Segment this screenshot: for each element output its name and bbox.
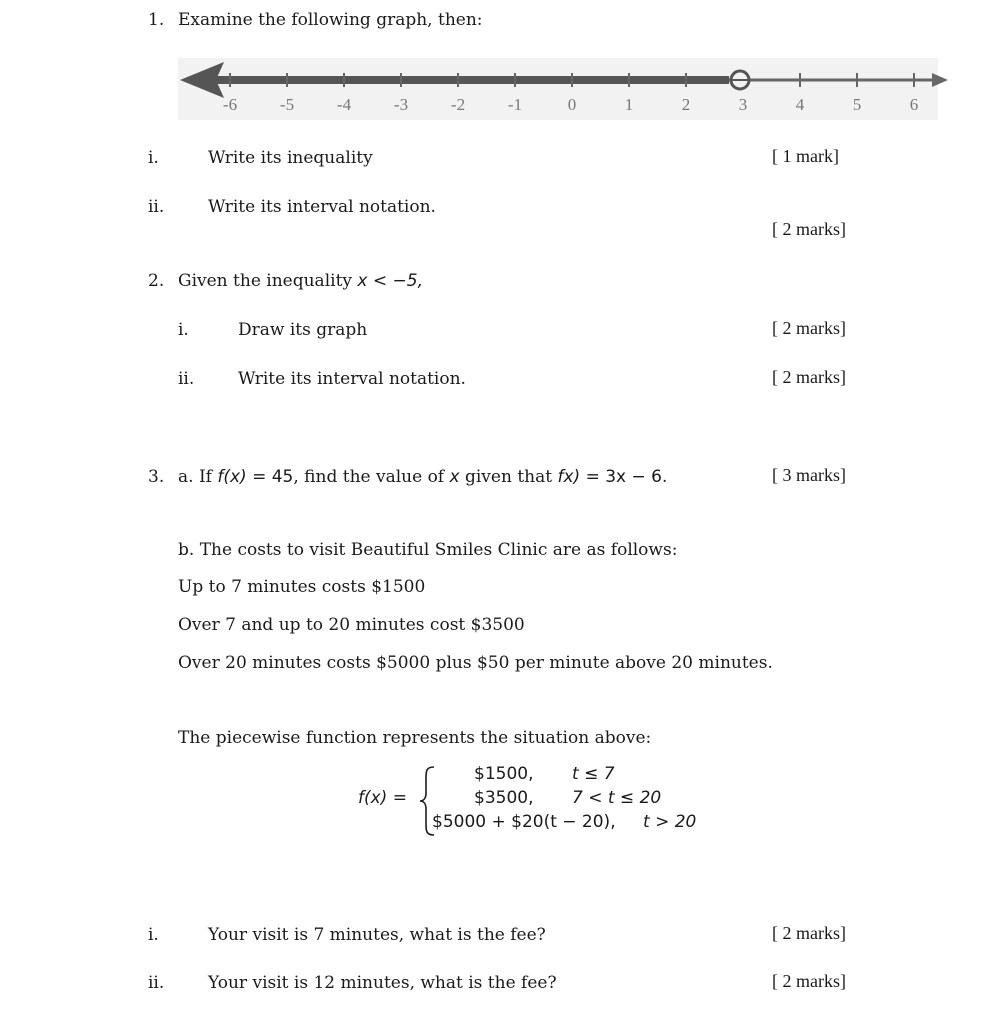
q2-part-ii-marks: [ 2 marks] [772,367,846,387]
q3a-f-of-x: f(x) [217,467,247,487]
q3-part-i-text: Your visit is 7 minutes, what is the fee? [208,925,546,945]
q3a-prefix: a. If [178,467,218,487]
q1-part-i-text: Write its inequality [208,148,373,168]
q3a-marks: [ 3 marks] [772,465,846,485]
q3-part-ii-marks: [ 2 marks] [772,971,846,991]
q3a-end: . [661,467,668,487]
q2-number: 2. [148,271,165,291]
q3-part-ii-label: ii. [148,973,165,993]
number-line [178,58,958,124]
q3b-line-3: Over 20 minutes costs $5000 plus $50 per minute above 20 minutes. [178,653,773,673]
number-line-arrow-right [932,73,948,87]
q2-part-i-text: Draw its graph [238,320,368,340]
q3a-eq1: = 45 [246,467,294,487]
q3b-intro: b. The costs to visit Beautiful Smiles Clinic are as follows: [178,540,678,560]
piecewise-lhs: f(x) = [358,788,407,808]
case-3-value: $5000 + $20(t − 20), [432,812,616,832]
q3b-piecewise-intro: The piecewise function represents the situation above: [178,728,652,748]
tick-label: 3 [738,95,748,114]
q3b-line-2: Over 7 and up to 20 minutes cost $3500 [178,615,525,635]
q3a-text [178,467,667,487]
tick-label: -1 [507,95,523,114]
q3-part-ii-text: Your visit is 12 minutes, what is the fee? [208,973,557,993]
tick-label: 5 [852,95,862,114]
q2-part-i-marks: [ 2 marks] [772,318,846,338]
q3a-mid2: given that [459,467,558,487]
q3-part-i-marks: [ 2 marks] [772,923,846,943]
q2-part-ii-label: ii. [178,369,195,389]
case-2-condition: 7 < t ≤ 20 [572,788,662,808]
q2-text-prefix: Given the inequality [178,271,358,291]
q1-number: 1. [148,10,165,30]
tick-label: 0 [567,95,577,114]
q1-part-i-label: i. [148,148,159,168]
q1-text: Examine the following graph, then: [178,10,483,30]
q1-part-i-marks: [ 1 mark] [772,146,839,166]
q1-part-ii-marks: [ 2 marks] [772,219,846,239]
q3a-fx-expr: fx) [557,467,581,487]
q3-part-i-label: i. [148,925,159,945]
tick-label: 1 [624,95,634,114]
tick-label: 6 [909,95,919,114]
q3b-line-1: Up to 7 minutes costs $1500 [178,577,426,597]
q1-part-ii-label: ii. [148,197,165,217]
case-2-value: $3500, [474,788,534,808]
q2-part-i-label: i. [178,320,189,340]
q3-number: 3. [148,467,165,487]
tick-label: -6 [222,95,238,114]
q2-text [178,271,423,291]
case-3-condition: t > 20 [643,812,697,832]
tick-label: -4 [336,95,352,114]
tick-label: -2 [450,95,466,114]
case-1-condition: t ≤ 7 [572,764,615,784]
tick-label: -3 [393,95,409,114]
tick-label: -5 [279,95,295,114]
q3a-eq2: = 3x − 6 [580,467,662,487]
tick-label: 4 [795,95,805,114]
q1-part-ii-text: Write its interval notation. [208,197,436,217]
q2-inequality: x < −5, [357,271,423,291]
tick-label: 2 [681,95,691,114]
number-line-shaded-ray [214,76,729,84]
q2-part-ii-text: Write its interval notation. [238,369,466,389]
q3a-mid: , find the value of [293,467,450,487]
case-1-value: $1500, [474,764,534,784]
q3a-x: x [449,467,460,487]
